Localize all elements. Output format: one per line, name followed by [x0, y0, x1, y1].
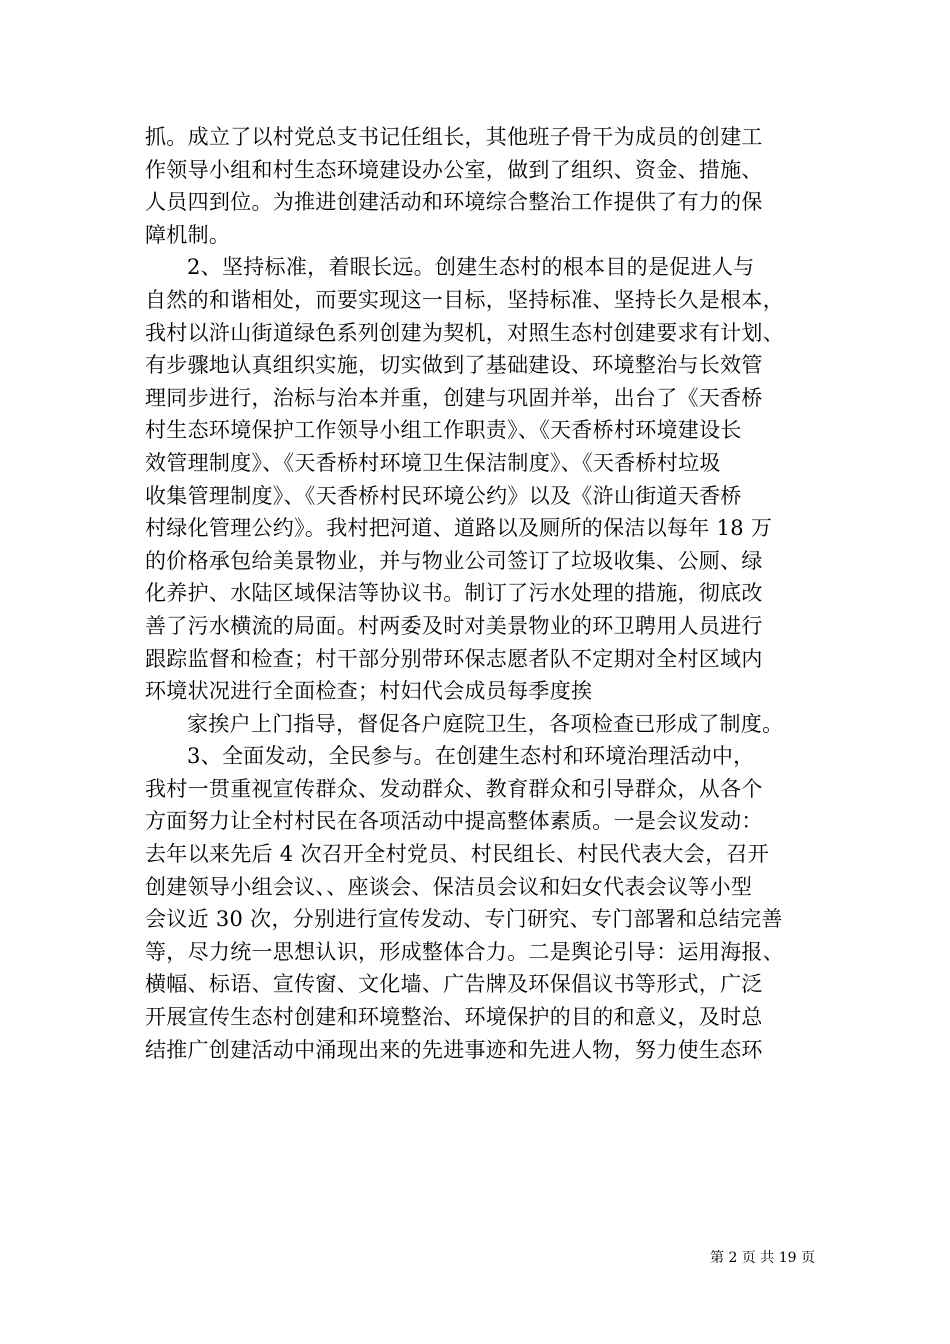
document-body	[145, 121, 825, 1066]
text-line: 村生态环境保护工作领导小组工作职责》、《天香桥村环境建设长	[145, 418, 742, 443]
text-line: 效管理制度》、《天香桥村环境卫生保洁制度》、《天香桥村垃圾	[145, 450, 721, 475]
text-line: 会议近 30 次，分别进行宣传发动、专门研究、专门部署和总结完善	[145, 907, 783, 932]
text-line: 抓。成立了以村党总支书记任组长，其他班子骨干为成员的创建工	[145, 125, 763, 149]
text-line: 结推广创建活动中涌现出来的先进事迹和先进人物，努力使生态环	[145, 1037, 763, 1062]
text-line: 横幅、标语、宣传窗、文化墙、广告牌及环保倡议书等形式，广泛	[145, 972, 763, 997]
text-line: 方面努力让全村村民在各项活动中提高整体素质。一是会议发动：	[145, 809, 763, 834]
text-line: 自然的和谐相处，而要实现这一目标，坚持标准、坚持长久是根本，	[145, 287, 784, 312]
continuation-line: 家挨户上门指导，督促各户庭院卫生，各项检查已形成了制度。	[187, 711, 784, 736]
text-line: 善了污水横流的局面。村两委及时对美景物业的环卫聘用人员进行	[145, 613, 763, 638]
text-line: 等，尽力统一思想认识，形成整体合力。二是舆论引导：运用海报、	[145, 939, 784, 964]
text-line: 我村以浒山街道绿色系列创建为契机，对照生态村创建要求有计划、	[145, 320, 784, 345]
text-line: 的价格承包给美景物业，并与物业公司签订了垃圾收集、公厕、绿	[145, 548, 763, 573]
text-line: 去年以来先后 4 次召开全村党员、村民组长、村民代表大会，召开	[145, 842, 770, 867]
text-line: 障机制。	[145, 222, 231, 247]
text-line: 跟踪监督和检查；村干部分别带环保志愿者队不定期对全村区域内	[145, 646, 763, 671]
text-line: 创建领导小组会议、、座谈会、保洁员会议和妇女代表会议等小型	[145, 874, 753, 899]
paragraph-2-start: 2、坚持标准，着眼长远。创建生态村的根本目的是促进人与	[187, 255, 755, 280]
page-number: 第 2 页 共 19 页	[710, 1250, 815, 1266]
text-line: 化养护、水陆区域保洁等协议书。制订了污水处理的措施，彻底改	[145, 581, 763, 606]
text-line: 我村一贯重视宣传群众、发动群众、教育群众和引导群众，从各个	[145, 776, 763, 801]
text-line: 村绿化管理公约》。我村把河道、道路以及厕所的保洁以每年 18 万	[145, 516, 773, 541]
text-line: 开展宣传生态村创建和环境整治、环境保护的目的和意义，及时总	[145, 1005, 763, 1030]
text-line: 收集管理制度》、《天香桥村民环境公约》以及《浒山街道天香桥	[145, 483, 742, 508]
text-line: 有步骤地认真组织实施，切实做到了基础建设、环境整治与长效管	[145, 353, 763, 378]
text-line: 作领导小组和村生态环境建设办公室，做到了组织、资金、措施、	[145, 157, 763, 182]
text-line: 人员四到位。为推进创建活动和环境综合整治工作提供了有力的保	[145, 190, 763, 215]
paragraph-3-start: 3、全面发动，全民参与。在创建生态村和环境治理活动中，	[187, 744, 755, 769]
text-line: 理同步进行，治标与治本并重，创建与巩固并举，出台了《天香桥	[145, 385, 763, 410]
text-line: 环境状况进行全面检查；村妇代会成员每季度挨	[145, 679, 593, 704]
